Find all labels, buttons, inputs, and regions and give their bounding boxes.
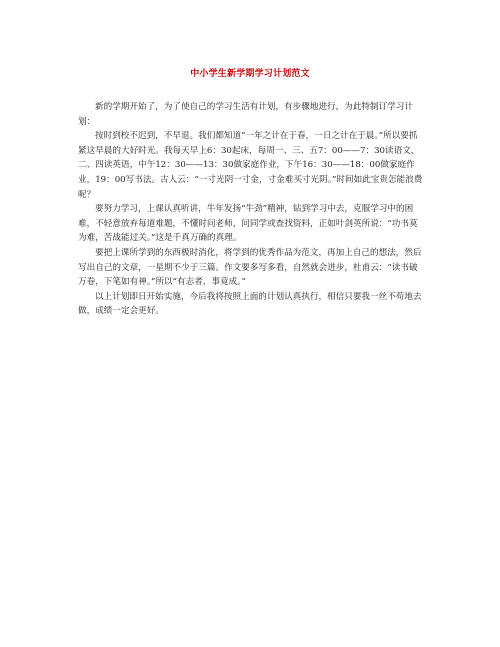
document-body xyxy=(78,100,424,319)
paragraph-punctuality: 按时到校不迟到，不早退。我们都知道“一年之计在于春，一日之计在于晨。”所以要抓紧这早晨的大好时光。我每天早上6：30起床，每周一、三、五7：00——7：30读语文，二、四读英语，中午12：30——13：30做家庭作业，下午16：30——18：00做家庭作业，19：00写书法。古人云：“一寸光阴一寸金，寸金难买寸光阴。”时间如此宝贵怎能浪费呢？ xyxy=(78,131,423,200)
paragraph-conclusion: 以上计划即日开始实施，今后我将按照上面的计划认真执行，相信只要我一丝不苟地去做，成绩一定会更好。 xyxy=(78,291,422,317)
paragraph-study-hard: 要努力学习，上课认真听讲，牛年发扬“牛劲”精神，钻到学习中去，克服学习中的困难，不轻意放弃每道难题，不懂时问老师，问同学或查找资料，正如叶剑英所说：“功书莫为难，苦战能过关。”这是千真万确的真理。 xyxy=(78,204,418,244)
paragraph-writing: 要把上课所学到的东西极时消化，将学到的优秀作品为范文，再加上自己的想法，然后写出自己的文章，一星期不少于三篇。作文要多写多看，自然就会进步，杜甫云：“读书破万卷，下笔如有神。”所以“有志者，事竟成。” xyxy=(78,247,422,288)
document-title: 中小学生新学期学习计划范文 xyxy=(190,69,310,79)
paragraph-intro: 新的学期开始了，为了使自己的学习生活有计划，有步骤地进行，为此特制订学习计划： xyxy=(78,102,413,127)
